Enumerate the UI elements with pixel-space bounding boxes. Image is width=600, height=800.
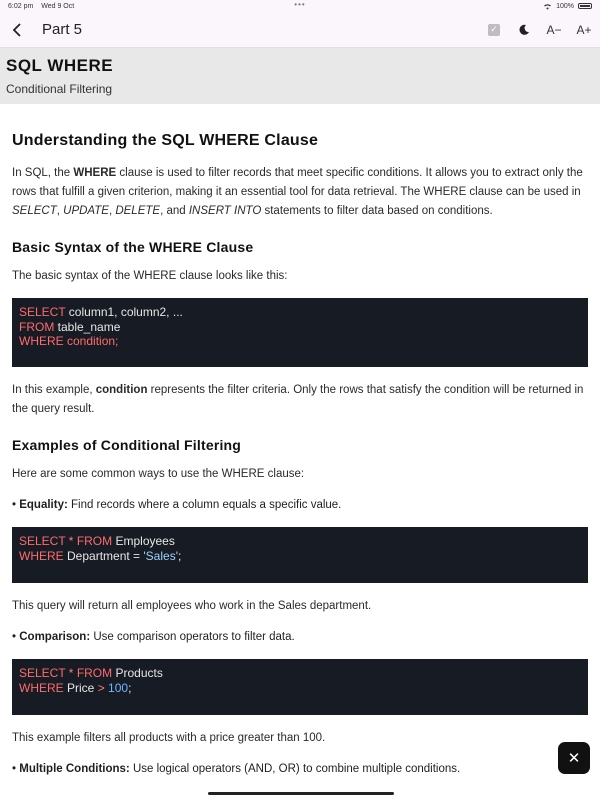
code-text: ; <box>178 548 182 563</box>
italic-text: INSERT INTO <box>188 205 262 217</box>
dark-mode-button[interactable] <box>516 24 532 36</box>
text: , <box>108 205 116 217</box>
status-right <box>543 3 592 10</box>
article-content <box>0 132 600 779</box>
page-title: SQL WHERE <box>6 56 114 75</box>
code-block-comparison <box>12 659 588 715</box>
list-item-multiple-conditions <box>12 760 588 779</box>
bullet: • <box>12 763 20 775</box>
code-text: condition; <box>63 334 119 348</box>
bullet-text: Find records where a column equals a specific value. <box>67 499 342 511</box>
battery-icon <box>578 3 592 9</box>
syntax-paragraph: The basic syntax of the WHERE clause looks like this: <box>12 270 288 282</box>
back-button[interactable] <box>8 21 26 39</box>
code-keyword: WHERE <box>19 680 64 695</box>
bullet-label: Multiple Conditions: <box>19 763 130 775</box>
code-text: Department = <box>63 548 144 563</box>
italic-text: SELECT <box>12 205 57 217</box>
bookmark-check-button[interactable] <box>486 24 502 36</box>
section-heading-examples: Examples of Conditional Filtering <box>12 437 242 453</box>
code-number: 100 <box>104 680 129 695</box>
text: , and <box>160 205 189 217</box>
section-heading-syntax: Basic Syntax of the WHERE Clause <box>12 239 254 255</box>
bullet-text: Use comparison operators to filter data. <box>90 631 295 643</box>
code-keyword: FROM <box>76 534 113 548</box>
text: In this example, <box>12 384 96 396</box>
nav-actions <box>486 23 592 37</box>
code-text: ; <box>128 680 132 695</box>
multitasking-dots-icon[interactable]: ••• <box>294 0 306 9</box>
code-keyword: FROM <box>19 319 55 334</box>
close-button[interactable]: ✕ <box>558 742 590 774</box>
code-keyword: WHERE <box>19 334 64 348</box>
bullet: • <box>12 631 20 643</box>
comparison-explanation: This example filters all products with a price greater than 100. <box>12 732 326 744</box>
code-text: Products <box>112 666 163 680</box>
status-time: 6:02 pm <box>8 2 34 10</box>
code-text: column1, column2, ... <box>65 305 183 319</box>
text: , <box>56 205 64 217</box>
equality-explanation: This query will return all employees who work in the Sales department. <box>12 600 372 612</box>
wifi-icon <box>543 3 552 10</box>
code-keyword: SELECT <box>19 305 66 319</box>
italic-text: UPDATE <box>63 205 109 217</box>
bold-text: WHERE <box>73 167 117 179</box>
text: In SQL, the <box>12 167 74 179</box>
code-operator: * <box>65 666 77 680</box>
code-text: Price <box>63 680 98 695</box>
code-operator: * <box>65 534 77 548</box>
text: statements to filter data based on conditions. <box>261 205 493 217</box>
page-subtitle: Conditional Filtering <box>6 82 113 96</box>
font-increase-button[interactable]: A+ <box>576 22 592 37</box>
bold-text: condition <box>95 384 148 396</box>
bullet-label: Comparison: <box>19 631 91 643</box>
font-decrease-button[interactable]: A− <box>546 22 562 37</box>
examples-paragraph: Here are some common ways to use the WHERE clause: <box>12 468 305 480</box>
moon-icon <box>518 24 530 36</box>
page-header <box>0 48 600 104</box>
text: represents the filter criteria. Only the rows that satisfy the condition will be returned in the query result. <box>12 384 584 415</box>
bullet-text: Use logical operators (AND, OR) to combine multiple conditions. <box>129 763 461 775</box>
condition-paragraph <box>12 381 588 419</box>
code-text: table_name <box>54 319 121 334</box>
code-block-syntax <box>12 298 588 367</box>
checkbox-icon: ✓ <box>488 24 500 36</box>
intro-paragraph <box>12 164 588 221</box>
bullet-label: Equality: <box>19 499 68 511</box>
code-text: Employees <box>112 534 175 548</box>
nav-bar <box>0 12 600 48</box>
status-time-date <box>8 3 80 10</box>
code-string: 'Sales' <box>143 548 178 563</box>
status-date: Wed 9 Oct <box>41 2 75 10</box>
nav-title: Part 5 <box>42 21 83 38</box>
text: clause is used to filter records that meet specific conditions. It allows you to extract only the rows that fulfill a given criterion, making it an essential tool for data retrieval. The WHERE clause can be used in <box>12 167 583 198</box>
home-indicator[interactable] <box>208 792 394 795</box>
code-block-equality <box>12 527 588 583</box>
status-bar <box>0 0 600 12</box>
code-operator: > <box>97 680 105 695</box>
list-item-comparison <box>12 628 588 647</box>
section-heading-main: Understanding the SQL WHERE Clause <box>12 132 319 149</box>
code-keyword: SELECT <box>19 534 66 548</box>
list-item-equality <box>12 496 588 515</box>
battery-percent: 100% <box>556 2 574 10</box>
chevron-left-icon <box>12 23 22 37</box>
code-keyword: WHERE <box>19 548 64 563</box>
code-keyword: FROM <box>76 666 113 680</box>
bullet: • <box>12 499 20 511</box>
italic-text: DELETE <box>115 205 161 217</box>
code-keyword: SELECT <box>19 666 66 680</box>
